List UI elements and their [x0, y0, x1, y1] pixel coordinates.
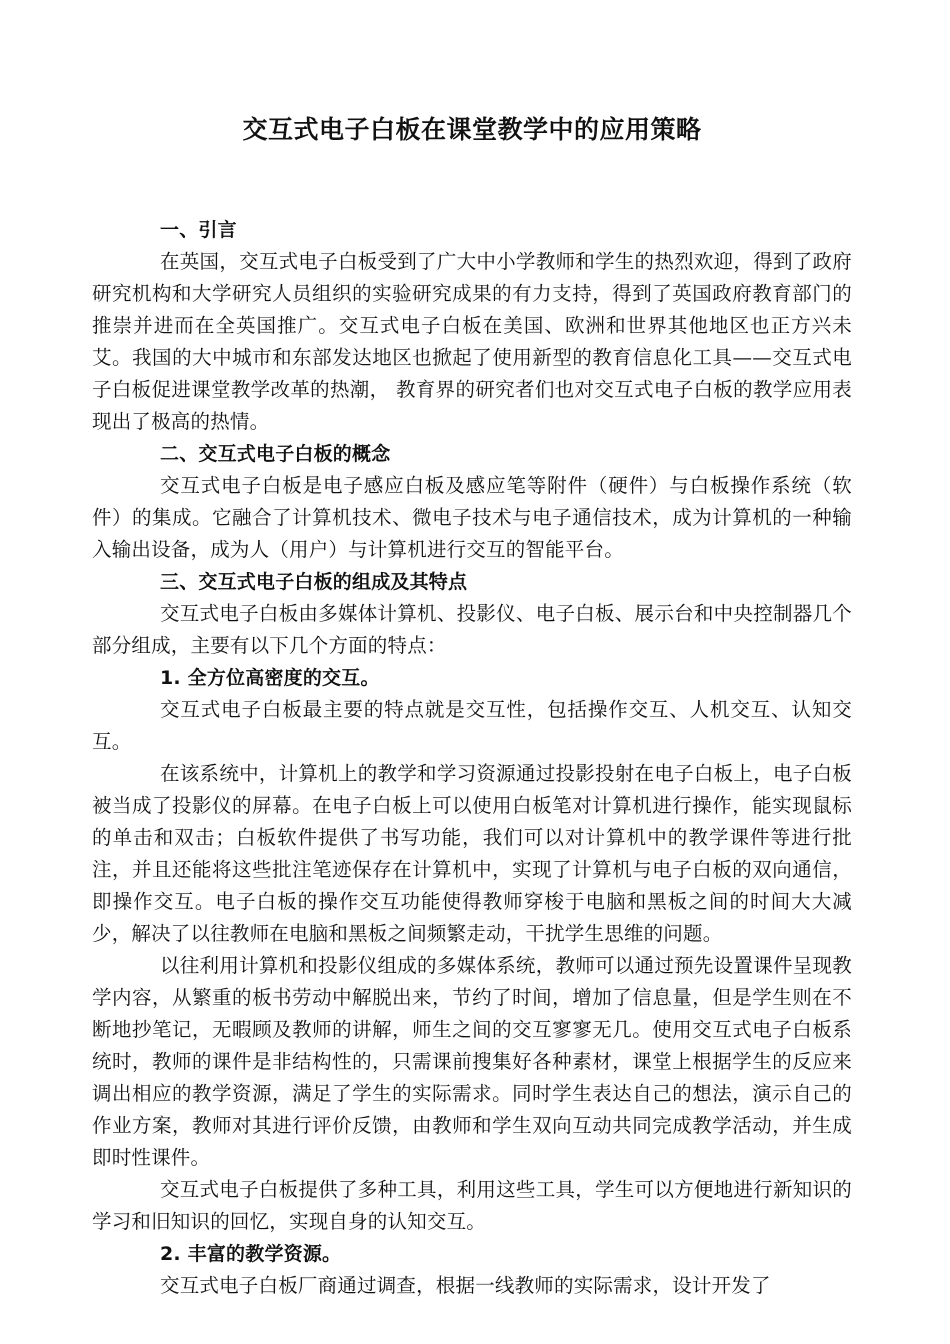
paragraph: 交互式电子白板是电子感应白板及感应笔等附件（硬件）与白板操作系统（软件）的集成。它融合了计算机技术、微电子技术与电子通信技术，成为计算机的一种输入输出设备，成为人（用户）与计算机进行交互的智能平台。 [92, 474, 852, 561]
paragraph: 在该系统中，计算机上的教学和学习资源通过投影投射在电子白板上，电子白板被当成了投影仪的屏幕。在电子白板上可以使用白板笔对计算机进行操作，能实现鼠标的单击和双击；白板软件提供了书写功能，我们可以对计算机中的教学课件等进行批注，并且还能将这些批注笔迹保存在计算机中，实现了计算机与电子白板的双向通信，即操作交互。电子白板的操作交互功能使得教师穿梭于电脑和黑板之间的时间大大减少，解决了以往教师在电脑和黑板之间频繁走动，干扰学生思维的问题。 [92, 762, 852, 945]
document-title: 交互式电子白板在课堂教学中的应用策略 [242, 115, 702, 144]
section-heading: 一、引言 [160, 219, 237, 241]
paragraph: 交互式电子白板厂商通过调查，根据一线教师的实际需求，设计开发了 [160, 1274, 771, 1297]
section-heading: 二、交互式电子白板的概念 [160, 443, 391, 465]
paragraph: 交互式电子白板最主要的特点就是交互性，包括操作交互、人机交互、认知交互。 [92, 698, 852, 753]
document-page [92, 108, 852, 1302]
paragraph: 以往利用计算机和投影仪组成的多媒体系统，教师可以通过预先设置课件呈现教学内容，从繁重的板书劳动中解脱出来，节约了时间，增加了信息量，但是学生则在不断地抄笔记，无暇顾及教师的讲解，师生之间的交互寥寥无几。使用交互式电子白板系统时，教师的课件是非结构性的，只需课前搜集好各种素材，课堂上根据学生的反应来调出相应的教学资源，满足了学生的实际需求。同时学生表达自己的想法，演示自己的作业方案，教师对其进行评价反馈，由教师和学生双向互动共同完成教学活动，并生成即时性课件。 [92, 954, 852, 1169]
paragraph: 交互式电子白板提供了多种工具，利用这些工具，学生可以方便地进行新知识的学习和旧知识的回忆，实现自身的认知交互。 [92, 1178, 852, 1233]
paragraph: 交互式电子白板由多媒体计算机、投影仪、电子白板、展示台和中央控制器几个部分组成，主要有以下几个方面的特点： [92, 602, 852, 657]
document-body [92, 214, 852, 1302]
section-heading: 三、交互式电子白板的组成及其特点 [160, 571, 468, 593]
paragraph: 在英国，交互式电子白板受到了广大中小学教师和学生的热烈欢迎，得到了政府研究机构和大学研究人员组织的实验研究成果的有力支持，得到了英国政府教育部门的推崇并进而在全英国推广。交互式电子白板在美国、欧洲和世界其他地区也正方兴未艾。我国的大中城市和东部发达地区也掀起了使用新型的教育信息化工具——交互式电子白板促进课堂教学改革的热潮， 教育界的研究者们也对交互式电子白板的教学应用表现出了极高的热情。 [92, 250, 852, 433]
section-heading: 1. 全方位高密度的交互。 [160, 667, 380, 689]
section-heading: 2. 丰富的教学资源。 [160, 1243, 342, 1265]
